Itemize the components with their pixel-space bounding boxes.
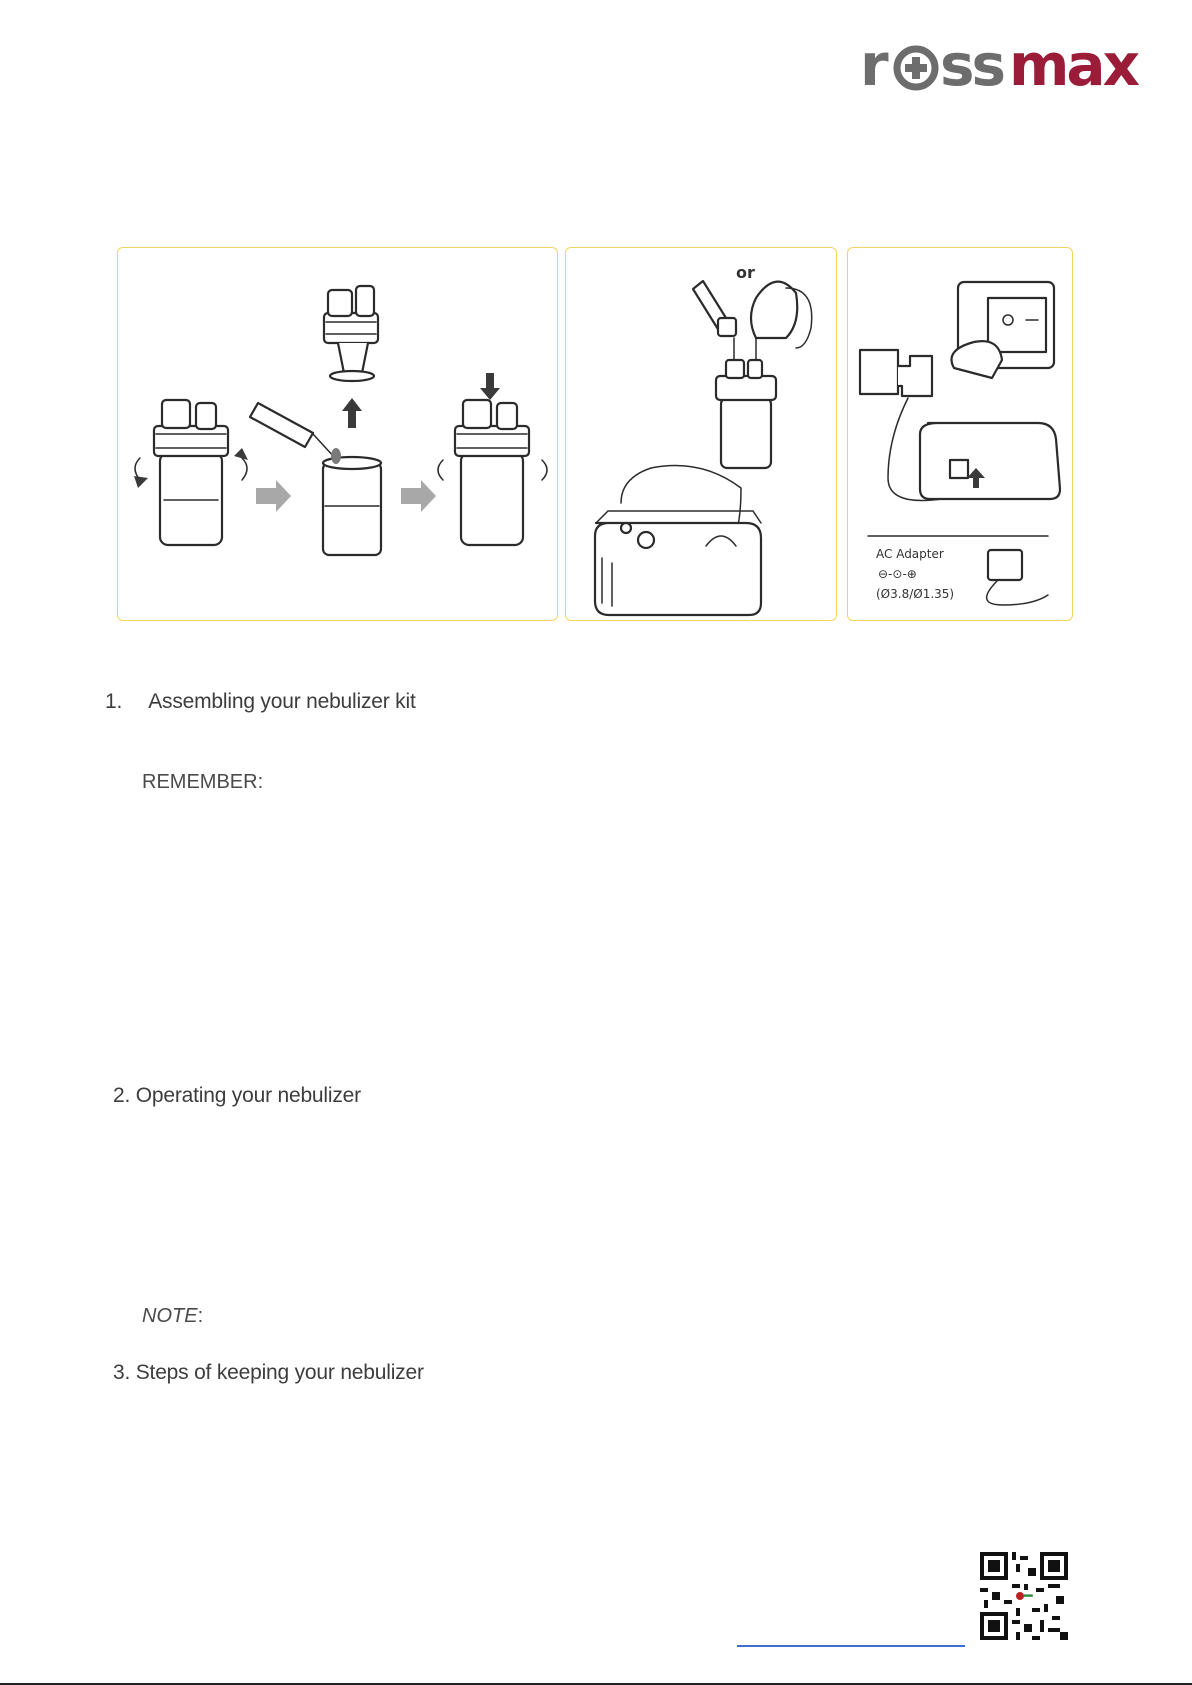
- next-arrow-icon: [256, 480, 291, 512]
- mask-icon: [751, 282, 812, 348]
- mouthpiece-icon: [693, 281, 736, 336]
- section-1-title: Assembling your nebulizer kit: [148, 690, 416, 713]
- ac-adapter-icon: [987, 550, 1048, 605]
- note-label: [142, 1305, 203, 1328]
- rossmax-logo: [860, 30, 1150, 100]
- remember-label: REMEMBER:: [142, 771, 264, 793]
- cross-o-icon: [897, 49, 935, 87]
- next-arrow-icon-2: [401, 480, 436, 512]
- power-illustration: [848, 248, 1074, 622]
- svg-text:max: max: [1009, 31, 1137, 99]
- panel-assembly: [117, 247, 558, 621]
- power-switch-icon: [952, 282, 1055, 378]
- link-underline[interactable]: [737, 1645, 965, 1647]
- note-text: NOTE: [142, 1305, 198, 1327]
- svg-text:r: r: [860, 31, 887, 99]
- nebulizer-cup-center: [716, 360, 776, 468]
- connect-illustration: [566, 248, 838, 622]
- medicine-cup: [323, 457, 381, 555]
- section-1-heading: [105, 690, 416, 714]
- nebulizer-cup-left: [154, 400, 228, 545]
- section-1-number: 1.: [105, 690, 123, 713]
- qr-code: [980, 1552, 1068, 1640]
- section-3-heading: 3. Steps of keeping your nebulizer: [113, 1361, 424, 1384]
- up-arrow-icon: [342, 398, 362, 428]
- wall-outlet-icon: [860, 350, 932, 396]
- polarity-symbol: ⊖-⊙-⊕: [878, 567, 917, 581]
- nebulizer-assembled: [455, 400, 529, 545]
- compressor-unit: [595, 511, 761, 615]
- note-colon: :: [197, 1305, 204, 1327]
- compressor-rear: [920, 423, 1060, 499]
- panel-connect: [565, 247, 837, 621]
- down-arrow-icon: [480, 373, 500, 400]
- nebulizer-top: [324, 286, 378, 381]
- adapter-spec: (Ø3.8/Ø1.35): [876, 587, 955, 601]
- pipette-icon: [250, 403, 341, 464]
- svg-text:ss: ss: [940, 31, 1004, 99]
- or-label: or: [736, 263, 755, 282]
- section-2-heading: 2. Operating your nebulizer: [113, 1084, 361, 1107]
- ac-adapter-title: AC Adapter: [876, 547, 944, 561]
- assembly-illustration: [118, 248, 559, 622]
- panel-power: [847, 247, 1073, 621]
